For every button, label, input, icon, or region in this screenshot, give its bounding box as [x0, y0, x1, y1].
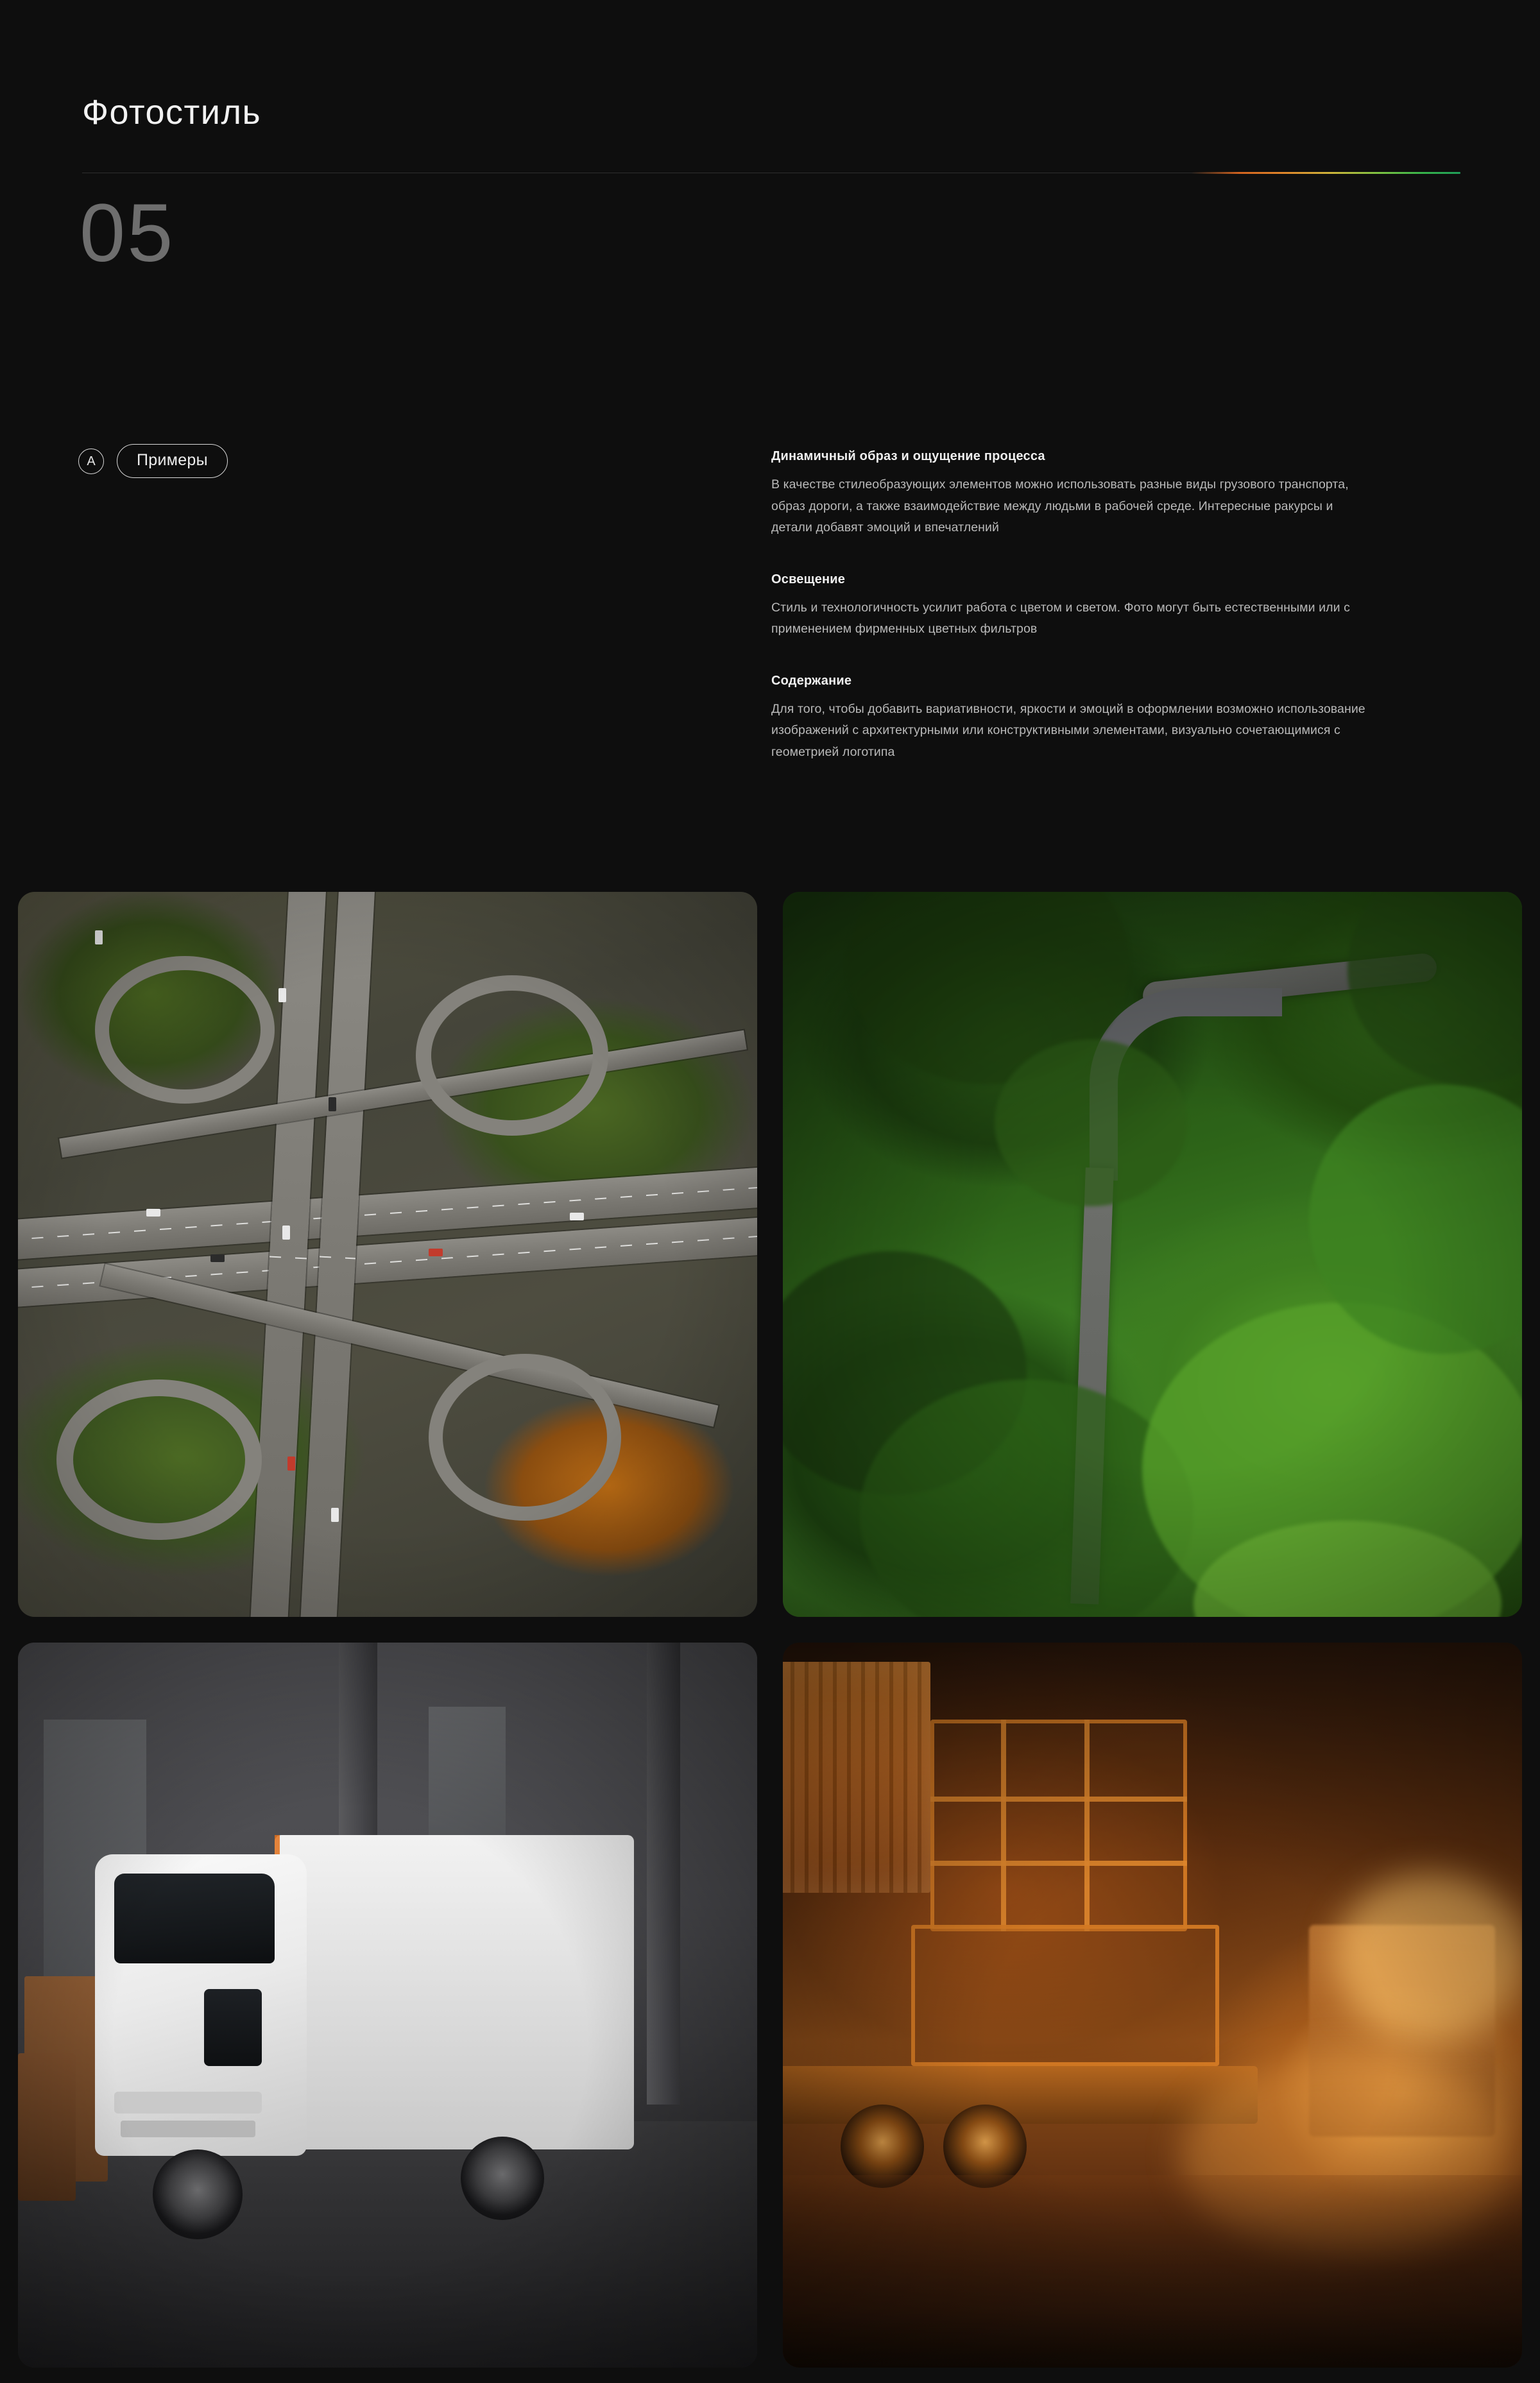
slide-header — [0, 0, 1540, 279]
text-block-lighting — [771, 572, 1368, 640]
letter-badge-icon: A — [78, 448, 104, 474]
photo-aerial-highway-interchange — [18, 892, 757, 1617]
text-block-body: Стиль и технологичность усилит работа с цветом и светом. Фото могут быть естественными или с применением фирменных цветных фильтров — [771, 600, 1351, 636]
section-number: 05 — [80, 187, 175, 279]
text-block-body: В качестве стилеобразующих элементов можно использовать разные виды грузового транспорта, образ дороги, а также взаимодействие между людьми в рабочей среде. Интересные ракурсы и детали добавят эмоций и впечатлений — [771, 477, 1349, 535]
page-title: Фотостиль — [82, 93, 262, 132]
photo-forest-curved-road — [783, 892, 1522, 1617]
divider — [82, 172, 1460, 174]
text-block-body: Для того, чтобы добавить вариативности, яркости и эмоций в оформлении возможно использование изображений с архитектурными или конструктивными элементами, визуально сочетающимися с геометрией логотипа — [771, 701, 1365, 759]
gradient-accent-bar — [1191, 172, 1460, 174]
text-block-title: Освещение — [771, 572, 846, 586]
examples-label-group — [78, 444, 228, 478]
description-column — [771, 449, 1368, 763]
text-block-title: Содержание — [771, 673, 852, 688]
text-block-content — [771, 674, 1368, 764]
examples-pill-label: Примеры — [117, 444, 228, 478]
photo-white-delivery-truck-warehouse — [18, 1643, 757, 2368]
text-block-dynamic — [771, 449, 1368, 539]
photo-orange-container-truck-golden-light — [783, 1643, 1522, 2368]
text-block-title: Динамичный образ и ощущение процесса — [771, 449, 1045, 463]
photo-grid — [18, 892, 1522, 2368]
